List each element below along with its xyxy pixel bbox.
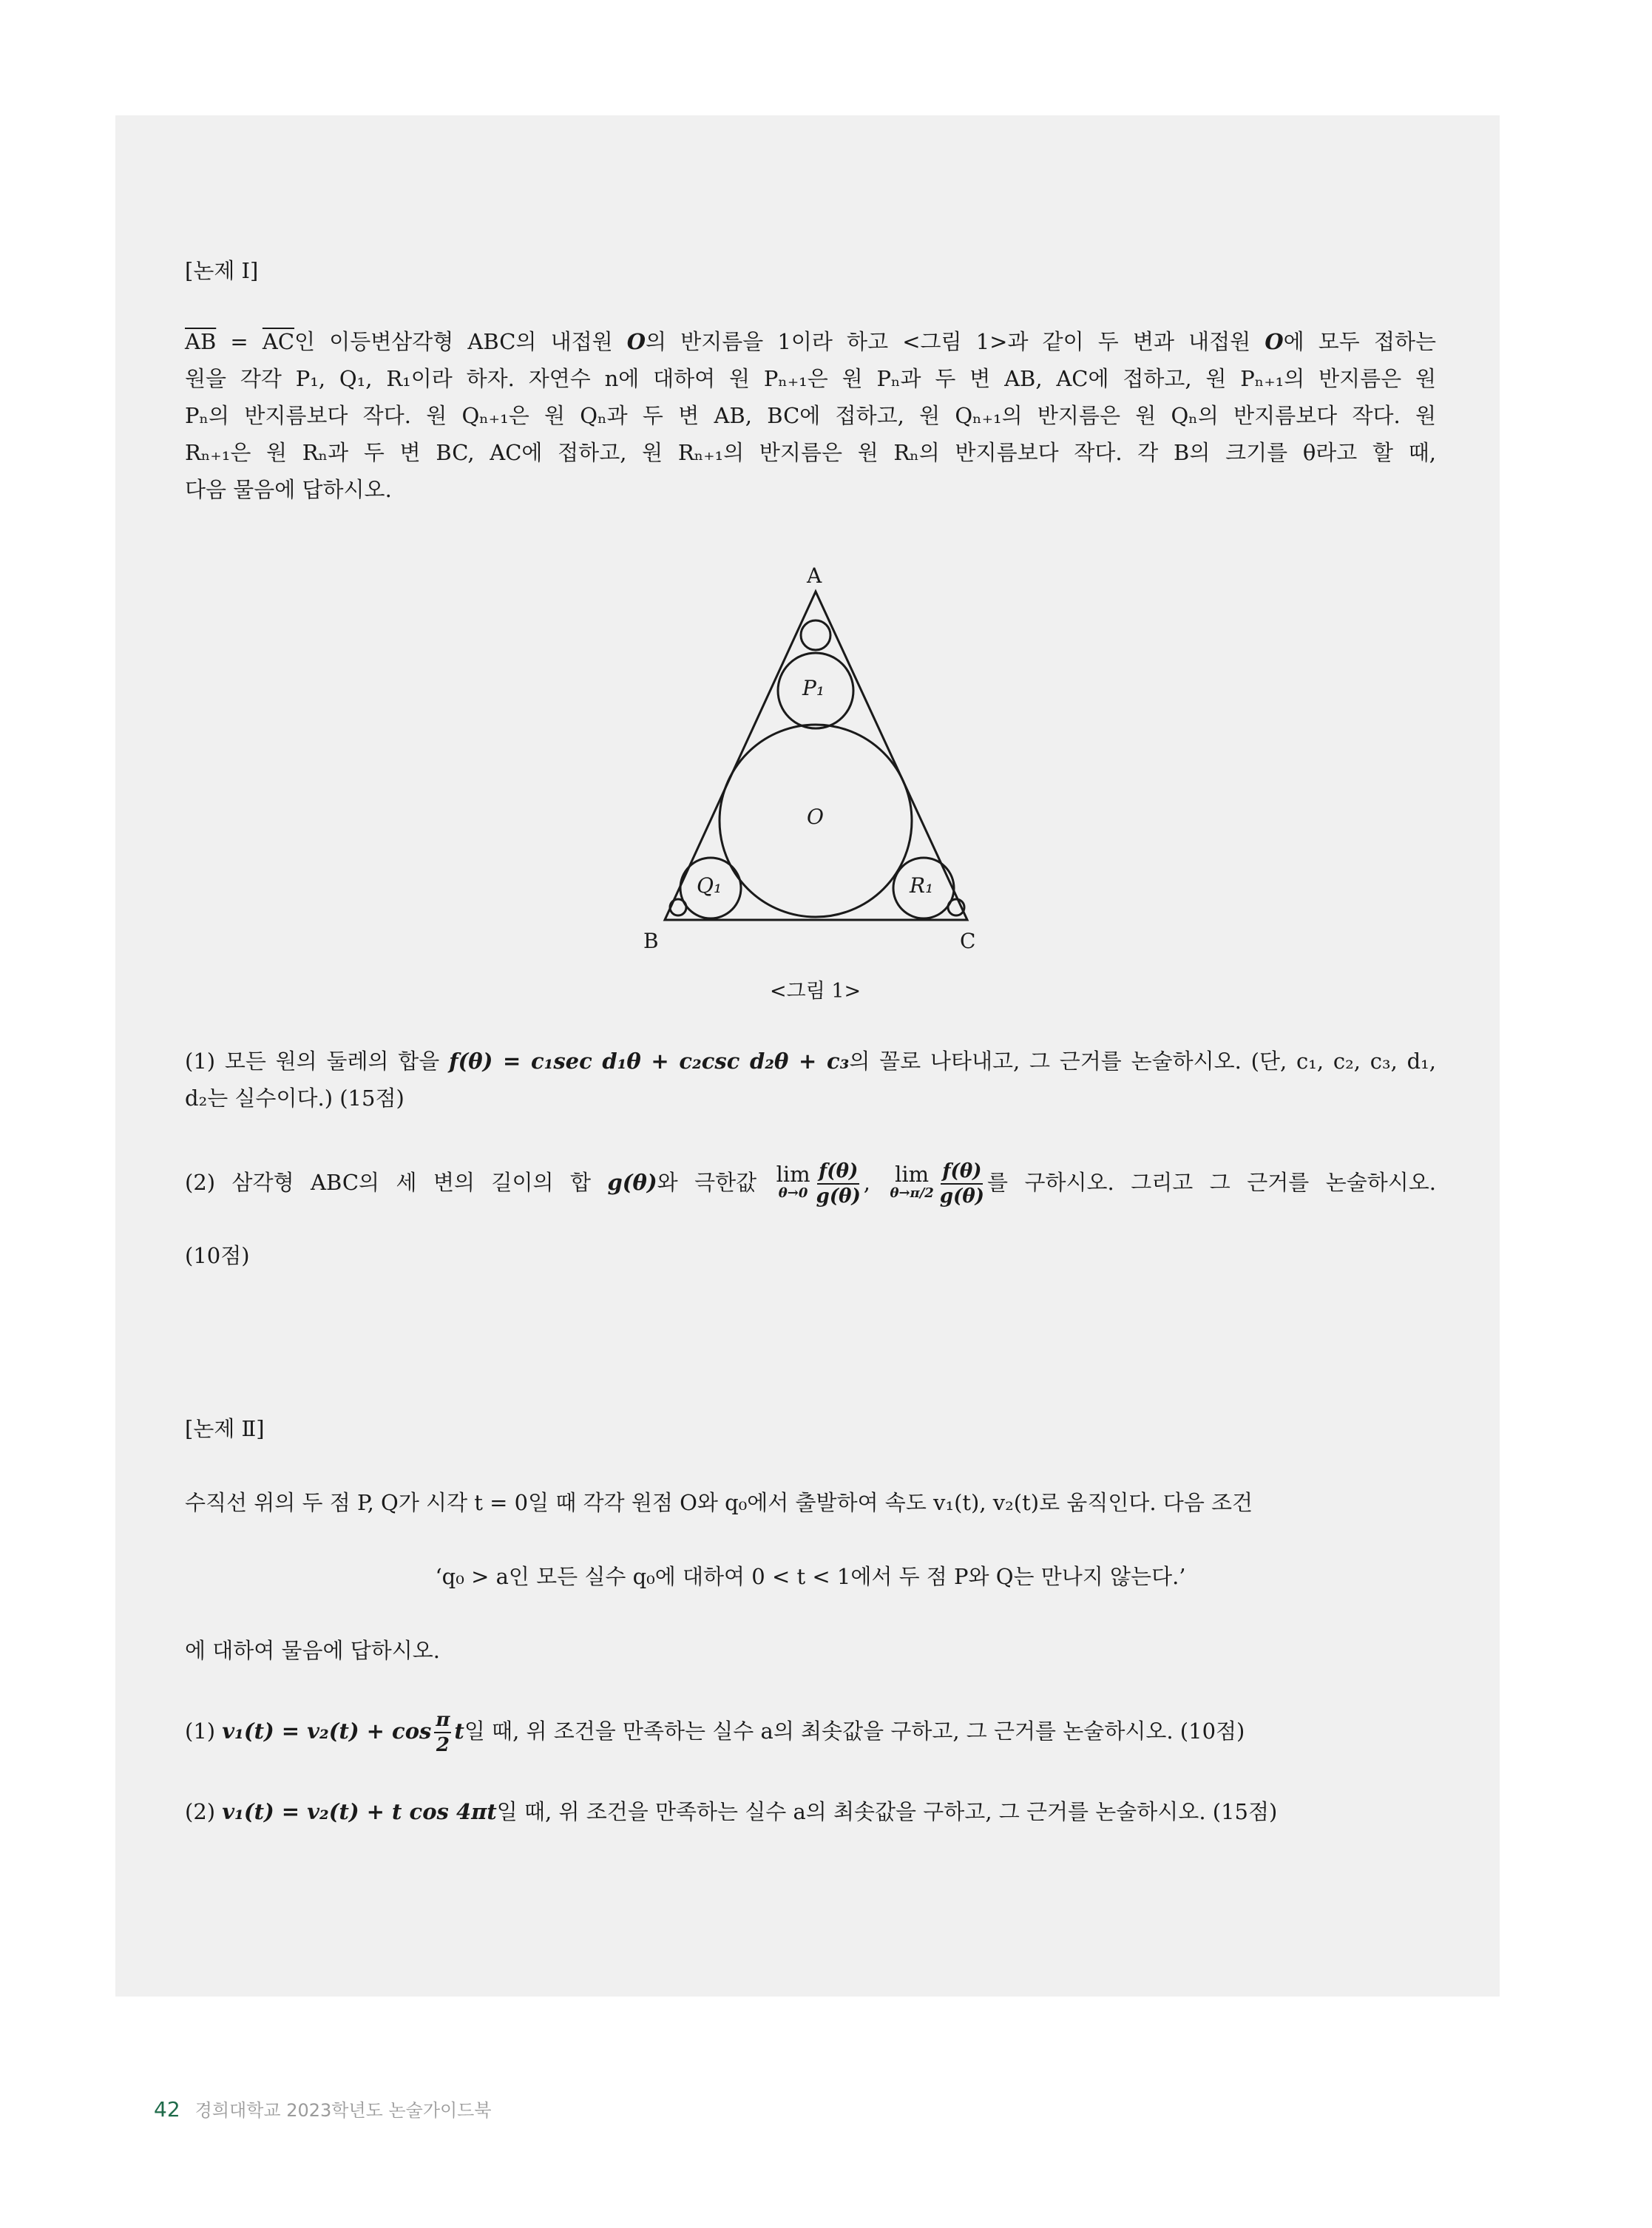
fraction-1 <box>816 1159 861 1208</box>
math-o-2: O <box>1265 329 1284 354</box>
label-a: A <box>807 563 822 588</box>
para-line-4: Rₙ₊₁은 원 Rₙ과 두 변 BC, AC에 접하고, 원 Rₙ₊₁의 반지름은 원 Rₙ의 반지름보다 작다. 각 B의 크기를 θ라고 할 때, <box>185 440 1436 465</box>
section-2-title: [논제 Ⅱ] <box>185 1416 265 1441</box>
s2q1-label: (1) <box>185 1719 223 1744</box>
fraction-den-2: g(θ) <box>939 1185 984 1208</box>
limit-1 <box>776 1162 810 1203</box>
q2-line-1 <box>185 1159 1436 1208</box>
para-text-2: 의 반지름을 1이라 하고 <그림 1>과 같이 두 변과 내접원 <box>646 329 1265 354</box>
circle-q2 <box>670 899 686 915</box>
equals-sign: = <box>230 329 248 354</box>
s2q1-fraction <box>434 1708 451 1757</box>
q2-text-a: (2) 삼각형 ABC의 세 변의 길이의 합 <box>185 1170 608 1195</box>
q2-score: (10점) <box>185 1243 250 1268</box>
figure-caption: <그림 1> <box>770 980 861 1003</box>
q1-line-1 <box>185 1043 1436 1080</box>
label-c: C <box>960 929 976 953</box>
s2q2-label: (2) <box>185 1799 223 1824</box>
math-o: O <box>626 329 646 354</box>
section-2-q1 <box>185 1708 1245 1757</box>
lim-sub-1: θ→0 <box>778 1185 808 1201</box>
question-2 <box>185 1159 1436 1208</box>
q2-g-theta: g(θ) <box>607 1170 657 1195</box>
section-2-q2 <box>185 1795 1277 1826</box>
triangle-abc <box>665 592 967 920</box>
s2q2-text: 일 때, 위 조건을 만족하는 실수 a의 최솟값을 구하고, 그 근거를 논술하시오. (15점) <box>496 1799 1278 1824</box>
q2-text-c: 를 구하시오. 그리고 그 근거를 논술하시오. <box>986 1170 1436 1195</box>
lim-word: lim <box>776 1162 810 1187</box>
question-1 <box>185 1043 1436 1117</box>
para-line-2: 원을 각각 P₁, Q₁, R₁이라 하자. 자연수 n에 대하여 원 Pₙ₊₁은 원 Pₙ과 두 변 AB, AC에 접하고, 원 Pₙ₊₁의 반지름은 원 <box>185 366 1436 391</box>
page-number: 42 <box>154 2097 180 2122</box>
label-r1: R₁ <box>910 873 934 898</box>
q2-text-b: 와 극한값 <box>657 1170 773 1195</box>
section-2-intro: 수직선 위의 두 점 P, Q가 시각 t = 0일 때 각각 원점 O와 q₀에서 출발하여 속도 v₁(t), v₂(t)로 움직인다. 다음 조건 <box>185 1490 1253 1515</box>
section-1-title: [논제 Ⅰ] <box>185 258 259 283</box>
s2q1-den: 2 <box>436 1734 450 1756</box>
para-text-3: 에 모두 접하는 <box>1283 329 1436 354</box>
s2q1-t: t <box>454 1719 464 1744</box>
para-line-3: Pₙ의 반지름보다 작다. 원 Qₙ₊₁은 원 Qₙ과 두 변 AB, BC에 접하고, 원 Qₙ₊₁의 반지름은 원 Qₙ의 반지름보다 작다. 원 <box>185 403 1436 428</box>
section-2-condition: ‘q₀ > a인 모든 실수 q₀에 대하여 0 < t < 1에서 두 점 P와 Q는 만나지 않는다.’ <box>435 1564 1186 1589</box>
circle-p2 <box>801 620 830 650</box>
s2q1-formula: v₁(t) = v₂(t) + cos <box>222 1719 432 1744</box>
para-text-1: 인 이등변삼각형 ABC의 내접원 <box>294 329 627 354</box>
lim-sub-2: θ→π/2 <box>890 1185 934 1201</box>
fraction-num-2: f(θ) <box>941 1159 983 1185</box>
label-b: B <box>643 929 659 953</box>
section-2-ask: 에 대하여 물음에 답하시오. <box>185 1638 441 1663</box>
page-footer <box>154 2096 492 2122</box>
q1-formula: f(θ) = c₁sec d₁θ + c₂csc d₂θ + c₃ <box>449 1049 850 1074</box>
q1-line-2: d₂는 실수이다.) (15점) <box>185 1086 404 1111</box>
label-o: O <box>807 805 824 829</box>
segment-ab: $\overline{AB}$ <box>185 329 217 354</box>
limit-2 <box>890 1162 934 1203</box>
q1-text-b: 의 꼴로 나타내고, 그 근거를 논술하시오. (단, c₁, c₂, c₃, d₁, <box>849 1049 1436 1074</box>
q1-text-a: (1) 모든 원의 둘레의 합을 <box>185 1049 450 1074</box>
comma: , <box>863 1170 870 1195</box>
label-q1: Q₁ <box>697 873 722 898</box>
para-line-5: 다음 물음에 답하시오. <box>185 477 392 502</box>
segment-ac: $\overline{AC}$ <box>262 329 295 354</box>
label-p1: P₁ <box>802 676 825 700</box>
book-title: 경희대학교 2023학년도 논술가이드북 <box>194 2100 492 2121</box>
fraction-num: f(θ) <box>817 1159 859 1185</box>
lim-word-2: lim <box>895 1162 930 1187</box>
s2q1-num: π <box>434 1708 451 1733</box>
s2q1-text: 일 때, 위 조건을 만족하는 실수 a의 최솟값을 구하고, 그 근거를 논술하시오. (10점) <box>464 1719 1245 1744</box>
s2q2-formula: v₁(t) = v₂(t) + t cos 4πt <box>222 1799 497 1824</box>
fraction-2 <box>940 1159 984 1208</box>
fraction-den: g(θ) <box>816 1185 861 1208</box>
